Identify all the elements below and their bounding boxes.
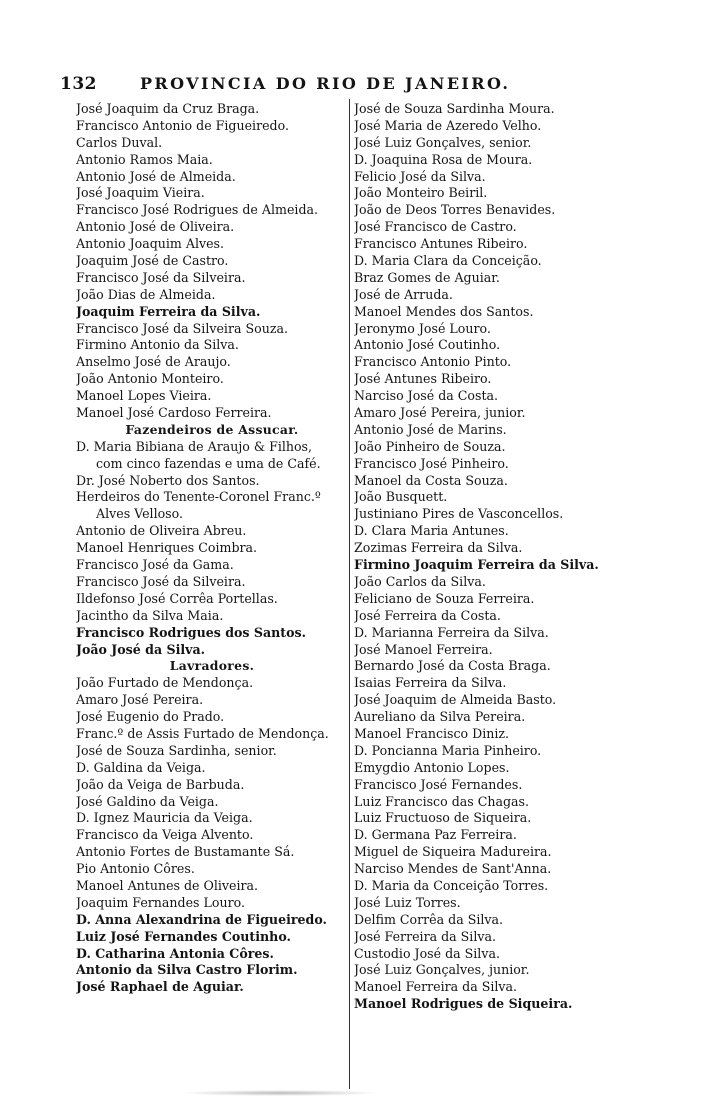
right-column-entry: Custodio José da Silva. [354,945,500,961]
right-column-entry: D. Maria Clara da Conceição. [354,253,542,269]
right-column-entry: José Luiz Torres. [354,894,461,910]
left-column-entry: José de Souza Sardinha, senior. [76,742,277,758]
left-column-entry: Amaro José Pereira. [76,692,204,708]
left-column-entry: D. Galdina da Veiga. [76,759,206,775]
right-column-entry: João Busquett. [354,489,448,505]
right-column-entry: D. Clara Maria Antunes. [354,523,509,539]
right-column-entry: Miguel de Siqueira Madureira. [354,844,552,860]
right-column-entry: Narciso Mendes de Sant'Anna. [354,861,552,877]
left-column-entry: Francisco José da Gama. [76,557,234,573]
right-column-entry: João Pinheiro de Souza. [354,438,506,454]
left-column-entry: Francisco José da Silveira. [76,269,246,285]
page-number: 132 [60,74,97,94]
right-column-entry: Manoel Rodrigues de Siqueira. [354,996,573,1012]
left-column-entry: Francisco da Veiga Alvento. [76,827,254,843]
left-column-entry: Herdeiros do Tenente-Coronel Franc.º [76,489,321,505]
right-column-entry: João Monteiro Beiril. [354,185,488,201]
right-column-entry: José de Souza Sardinha Moura. [354,101,555,116]
left-column-entry: Antonio José de Oliveira. [76,219,235,235]
left-column-entry: D. Maria Bibiana de Araujo & Filhos, [76,438,313,454]
left-column-entry: Joaquim Ferreira da Silva. [76,303,261,319]
print-smudge [180,1090,380,1096]
left-column-entry: José Joaquim Vieira. [76,185,205,201]
left-column-entry: João Dias de Almeida. [76,286,216,302]
right-column-entry: Jeronymo José Louro. [354,320,491,336]
left-column-section-heading: Lavradores. [169,658,255,674]
right-column-entry: Manoel Mendes dos Santos. [354,303,534,319]
left-column-entry: Franc.º de Assis Furtado de Mendonça. [76,725,329,741]
left-column-entry: Antonio da Silva Castro Florim. [76,962,298,978]
left-column-entry: José Eugenio do Prado. [76,709,225,725]
right-column-entry: D. Maria da Conceição Torres. [354,877,549,893]
left-column-section-heading: Fazendeiros de Assucar. [125,421,299,437]
right-column-entry: Justiniano Pires de Vasconcellos. [354,506,564,522]
right-column-entry: Francisco Antonio Pinto. [354,354,512,370]
left-column-entry: D. Catharina Antonia Côres. [76,945,274,961]
left-column-entry: Anselmo José de Araujo. [76,354,231,370]
left-column-entry: João da Veiga de Barbuda. [76,776,245,792]
left-column-entry: Antonio Joaquim Alves. [76,236,225,252]
left-column-entry: Francisco José Rodrigues de Almeida. [76,202,319,218]
left-column-entry: Manoel José Cardoso Ferreira. [76,405,272,421]
right-column-entry: Francisco José Pinheiro. [354,455,509,471]
right-column-entry: Delfim Corrêa da Silva. [354,911,504,927]
right-column-entry: Luiz Fructuoso de Siqueira. [354,810,532,826]
right-column-entry: Manoel Ferreira da Silva. [354,979,518,995]
left-column-entry: Antonio José de Almeida. [76,168,236,184]
right-column-entry: José Ferreira da Silva. [354,928,496,944]
right-column-entry: José Manoel Ferreira. [354,641,493,657]
right-column-entry: João Carlos da Silva. [354,573,486,589]
right-column-entry: José de Arruda. [354,286,453,302]
left-column-entry: Manoel Henriques Coimbra. [76,540,258,556]
left-column-entry: Dr. José Noberto dos Santos. [76,472,260,488]
right-column-entry: Francisco José Fernandes. [354,776,523,792]
right-column-entry: José Luiz Gonçalves, senior. [354,134,532,150]
right-column-entry: João de Deos Torres Benavides. [354,202,556,218]
right-column-entry: José Luiz Gonçalves, junior. [354,962,530,978]
right-column-entry: D. Marianna Ferreira da Silva. [354,624,549,640]
left-column-entry: Francisco Rodrigues dos Santos. [76,624,306,640]
left-column-entry: José Galdino da Veiga. [76,793,219,809]
column-divider [349,99,350,1089]
left-column-entry: João José da Silva. [76,641,206,657]
right-column-entry: Isaias Ferreira da Silva. [354,675,507,691]
left-column-entry: Manoel Lopes Vieira. [76,388,212,404]
left-column-entry: Antonio Ramos Maia. [76,151,213,167]
left-column-entry: Antonio Fortes de Bustamante Sá. [76,844,295,860]
right-column-entry: Felicio José da Silva. [354,168,486,184]
left-column-entry: Luiz José Fernandes Coutinho. [76,928,291,944]
left-column-entry: Francisco José da Silveira. [76,573,246,589]
left-column-entry: José Joaquim da Cruz Braga. [76,101,260,116]
right-column-entry: Emygdio Antonio Lopes. [354,759,510,775]
right-column-entry: Feliciano de Souza Ferreira. [354,590,535,606]
left-column-entry: D. Anna Alexandrina de Figueiredo. [76,911,327,927]
running-title: PROVINCIA DO RIO DE JANEIRO. [140,74,511,93]
left-column-entry: Manoel Antunes de Oliveira. [76,877,259,893]
left-column-entry: Pio Antonio Côres. [76,861,195,877]
right-column-entry: Manoel da Costa Souza. [354,472,508,488]
page-header [60,74,620,98]
left-column-entry: José Raphael de Aguiar. [76,979,244,995]
right-column-entry: José Joaquim de Almeida Basto. [354,692,557,708]
right-column-entry: Antonio José Coutinho. [354,337,501,353]
left-column-entry: Jacintho da Silva Maia. [76,607,224,623]
left-column-entry: Alves Velloso. [96,506,184,522]
right-column-entry: José Maria de Azeredo Velho. [354,117,542,133]
right-column-entry: Firmino Joaquim Ferreira da Silva. [354,557,599,573]
left-column-entry: Joaquim Fernandes Louro. [76,894,245,910]
right-column-entry: Amaro José Pereira, junior. [354,405,526,421]
right-column-entry: D. Joaquina Rosa de Moura. [354,151,533,167]
left-column-entry: Firmino Antonio da Silva. [76,337,239,353]
right-column-entry: Luiz Francisco das Chagas. [354,793,530,809]
right-column-entry: Antonio José de Marins. [354,421,507,437]
left-column-entry: Carlos Duval. [76,134,163,150]
right-column-entry: José Antunes Ribeiro. [354,371,492,387]
right-column-entry: Zozimas Ferreira da Silva. [354,540,523,556]
right-column-entry: Aureliano da Silva Pereira. [354,709,526,725]
left-column [76,101,348,996]
right-column-entry: Bernardo José da Costa Braga. [354,658,551,674]
left-column-entry: Francisco Antonio de Figueiredo. [76,117,289,133]
right-column-entry: Narciso José da Costa. [354,388,499,404]
right-column-entry: D. Germana Paz Ferreira. [354,827,517,843]
left-column-entry: Joaquim José de Castro. [76,253,229,269]
right-column [354,101,654,1013]
right-column-entry: Braz Gomes de Aguiar. [354,269,500,285]
left-column-entry: D. Ignez Mauricia da Veiga. [76,810,253,826]
left-column-entry: Antonio de Oliveira Abreu. [76,523,247,539]
left-column-entry: Ildefonso José Corrêa Portellas. [76,590,278,606]
right-column-entry: D. Poncianna Maria Pinheiro. [354,742,542,758]
right-column-entry: Francisco Antunes Ribeiro. [354,236,528,252]
right-column-entry: José Francisco de Castro. [354,219,517,235]
right-column-entry: Manoel Francisco Diniz. [354,725,510,741]
left-column-entry: João Antonio Monteiro. [76,371,224,387]
left-column-entry: com cinco fazendas e uma de Café. [96,455,321,471]
left-column-entry: Francisco José da Silveira Souza. [76,320,288,336]
right-column-entry: José Ferreira da Costa. [354,607,501,623]
left-column-entry: João Furtado de Mendonça. [76,675,254,691]
